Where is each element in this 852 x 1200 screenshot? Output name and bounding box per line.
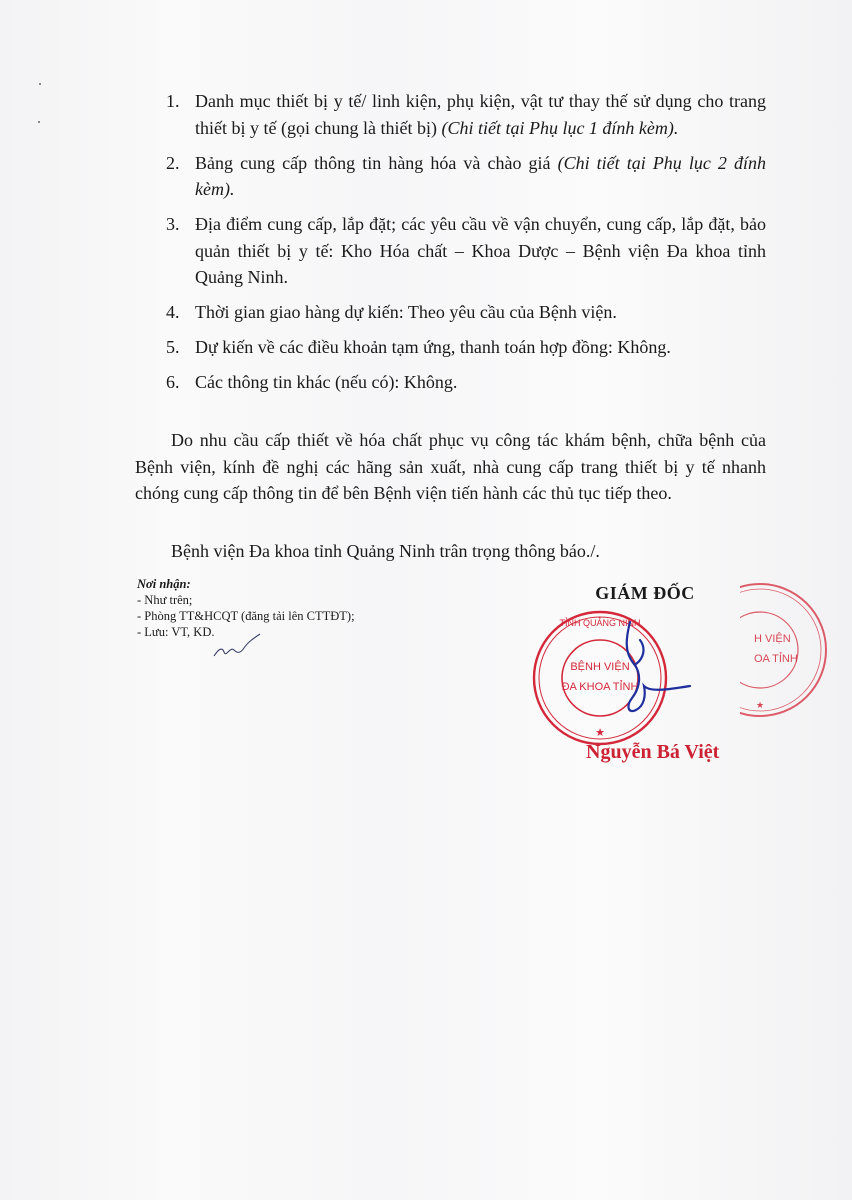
partial-stamp-star: ★ (755, 700, 765, 710)
list-number: 5. (166, 337, 180, 357)
stamp-star: ★ (595, 727, 605, 739)
list-item (166, 299, 766, 326)
list-text: Danh mục thiết bị y tế/ linh kiện, phụ kiện, vật tư thay thế sử dụng cho trang thiết bị y tế (gọi chung là thiết bị) (195, 91, 766, 138)
recipient-item: - Như trên; (137, 593, 193, 607)
partial-stamp-line: OA TỈNH (754, 653, 798, 665)
request-paragraph: Do nhu cầu cấp thiết về hóa chất phục vụ công tác khám bệnh, chữa bệnh của Bệnh viện, kính đề nghị các hãng sản xuất, nhà cung cấp trang thiết bị y tế nhanh chóng cung cấp thông tin để bên Bệnh viện tiến hành các thủ tục tiếp theo. (135, 430, 766, 503)
numbered-list (166, 88, 766, 404)
recipient-item: - Lưu: VT, KD. (137, 625, 215, 639)
stamp-ring-text: TỈNH QUẢNG NINH (559, 618, 641, 628)
initial-scribble (210, 632, 270, 662)
signer-position: GIÁM ĐỐC (595, 583, 695, 603)
list-number: 1. (166, 91, 180, 111)
list-text: Bảng cung cấp thông tin hàng hóa và chào giá (195, 152, 558, 173)
list-item (166, 150, 766, 203)
list-italic-text: (Chi tiết tại Phụ lục 1 đính kèm). (441, 117, 679, 138)
recipient-item: - Phòng TT&HCQT (đăng tải lên CTTĐT); (137, 609, 355, 623)
recipients-title: Nơi nhận: (137, 577, 191, 591)
list-number: 2. (166, 152, 180, 173)
list-text: Thời gian giao hàng dự kiến: Theo yêu cầu của Bệnh viện. (195, 302, 617, 322)
signer-name: Nguyễn Bá Việt (586, 741, 720, 763)
list-item (166, 334, 766, 361)
list-item (166, 211, 766, 291)
handwritten-signature (600, 618, 700, 728)
partial-stamp (740, 580, 852, 720)
list-text: Dự kiến về các điều khoản tạm ứng, thanh toán hợp đồng: Không. (195, 337, 671, 357)
list-text: Các thông tin khác (nếu có): Không. (195, 372, 458, 392)
stamp-line: ĐA KHOA TỈNH (561, 681, 639, 693)
scan-speck (39, 83, 41, 85)
closing-paragraph: Bệnh viện Đa khoa tỉnh Quảng Ninh trân trọng thông báo./. (171, 541, 600, 561)
list-item (166, 369, 766, 396)
recipients-block (137, 576, 437, 640)
list-number: 6. (166, 372, 180, 392)
list-number: 4. (166, 302, 180, 322)
list-text: Địa điểm cung cấp, lắp đặt; các yêu cầu về vận chuyển, cung cấp, lắp đặt, bảo quản thiết bị y tế: Kho Hóa chất – Khoa Dược – Bệnh viện Đa khoa tỉnh Quảng Ninh. (195, 214, 766, 287)
list-item (166, 88, 766, 141)
list-number: 3. (166, 214, 180, 234)
list-italic-text: (Chi tiết tại Phụ lục 2 đính kèm). (195, 152, 767, 199)
stamp-line: BỆNH VIỆN (570, 661, 630, 673)
partial-stamp-line: H VIỆN (754, 633, 791, 645)
scan-speck (38, 121, 40, 123)
